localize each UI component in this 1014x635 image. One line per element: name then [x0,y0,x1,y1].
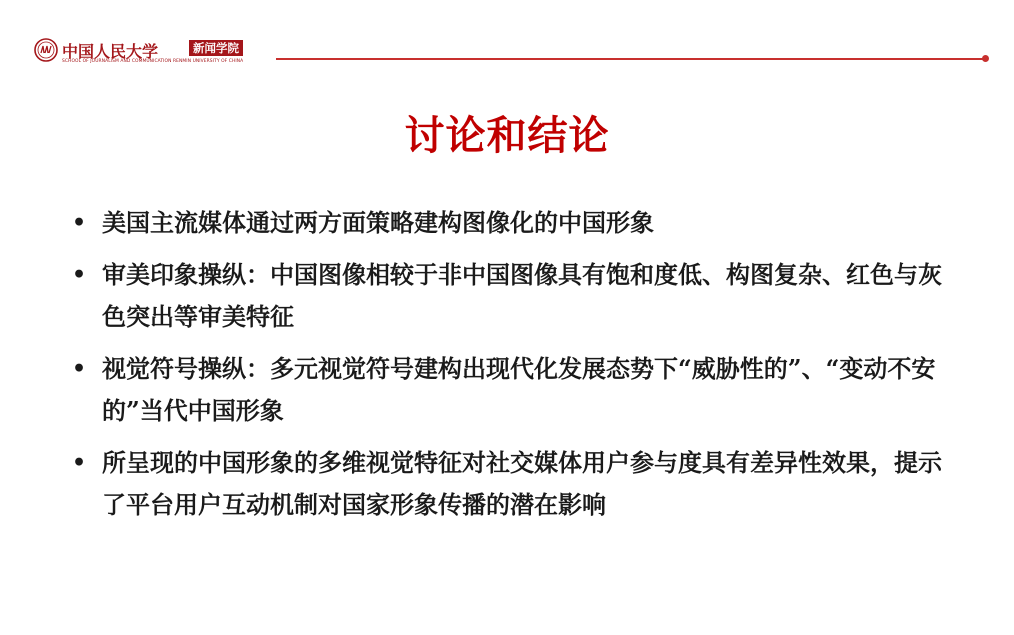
bullet-item [72,254,952,338]
bullet-marker: • [72,356,87,382]
bullet-list [72,202,952,536]
bullet-item [72,348,952,432]
header-divider-line [276,58,986,60]
bullet-text: 美国主流媒体通过两方面策略建构图像化的中国形象 [102,208,654,237]
header-divider-dot [982,55,989,62]
school-badge: 新闻学院 [189,40,243,56]
university-seal-icon [34,38,58,62]
bullet-item [72,202,952,244]
bullet-marker: • [72,450,87,476]
bullet-marker: • [72,210,87,236]
slide-title: 讨论和结论 [404,112,610,159]
bullet-item [72,442,952,526]
bullet-marker: • [72,262,87,288]
university-name: 中国人民大学 [62,42,159,61]
bullet-text: 审美印象操纵：中国图像相较于非中国图像具有饱和度低、构图复杂、红色与灰色突出等审美特征 [102,260,942,331]
bullet-text: 视觉符号操纵：多元视觉符号建构出现代化发展态势下“威胁性的”、“变动不安的”当代中国形象 [102,354,936,425]
school-english-name: SCHOOL OF JOURNALISM AND COMMUNICATION RENMIN UNIVERSITY OF CHINA [62,59,244,64]
bullet-text: 所呈现的中国形象的多维视觉特征对社交媒体用户参与度具有差异性效果，提示了平台用户互动机制对国家形象传播的潜在影响 [102,448,942,519]
slide-header [14,34,1004,74]
